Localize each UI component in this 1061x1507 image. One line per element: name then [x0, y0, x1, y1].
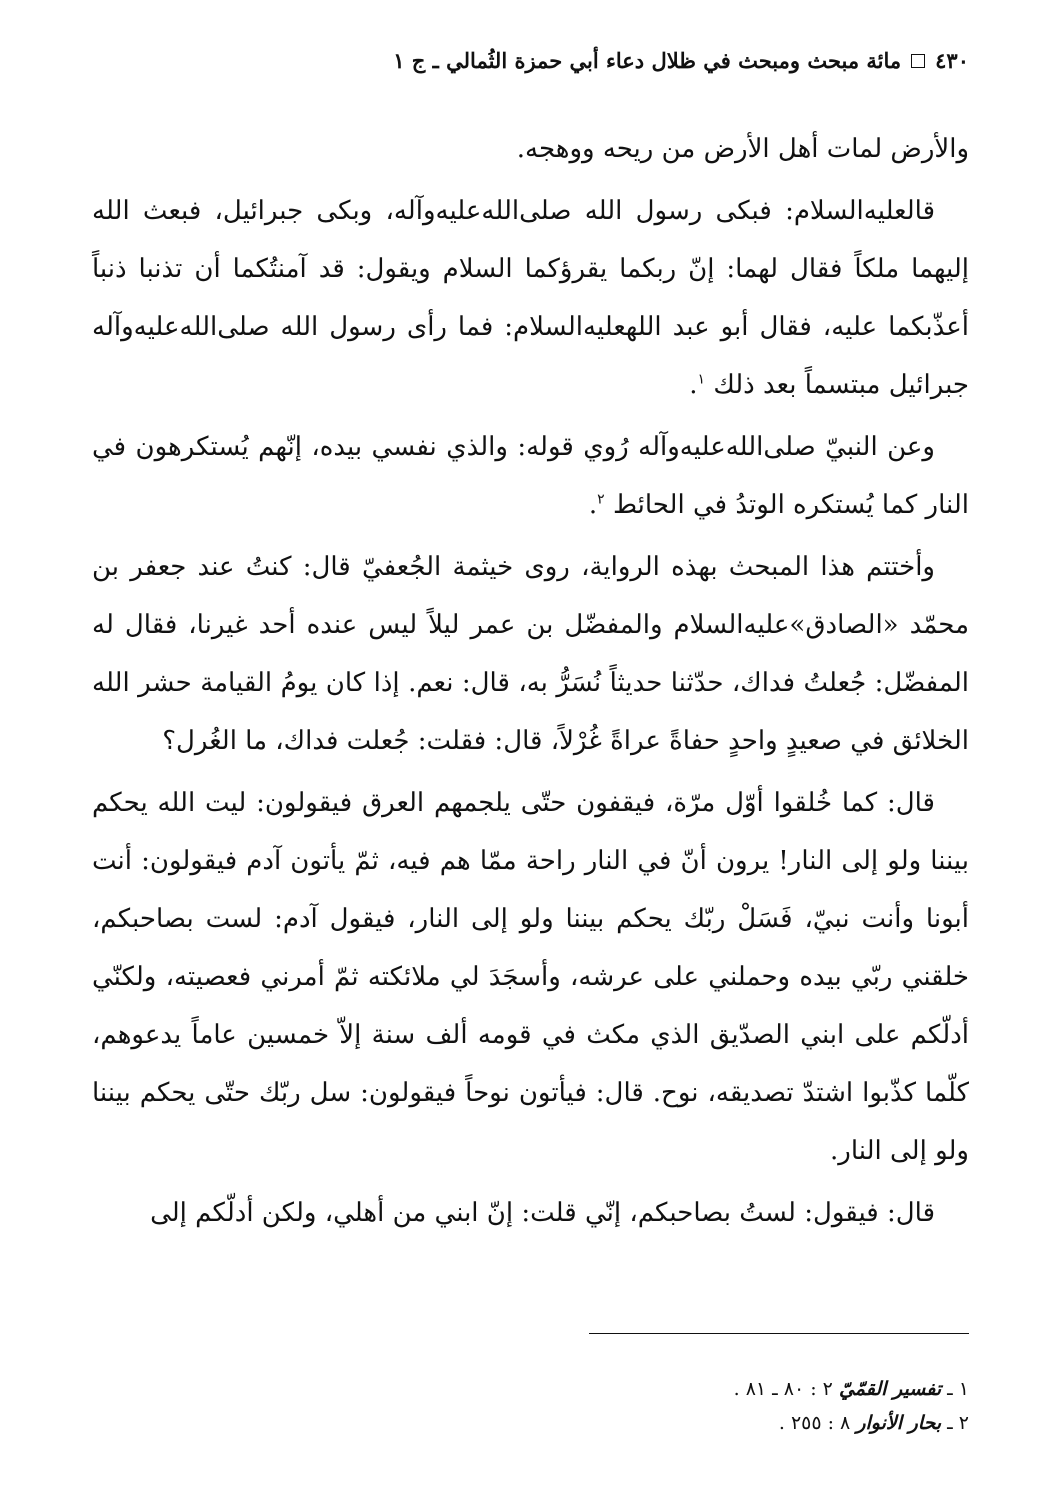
running-header [92, 48, 969, 73]
book-title: مائة مبحث ومبحث في ظلال دعاء أبي حمزة الثُمالي ـ ج ١ [393, 48, 902, 73]
paragraph-6: قال: فيقول: لستُ بصاحبكم، إنّي قلت: إنّ ابني من أهلي، ولكن أدلّكم إلى [150, 1198, 935, 1228]
footnote-2 [92, 1406, 969, 1440]
paragraph-3-text: وعن النبيّ صلى‌الله‌عليه‌وآله رُوي قوله: والذي نفسي بيده، إنّهم يُستكرهون في النار كما يُستكره الوتدُ في الحائط [92, 432, 969, 520]
footnote-2-number: ٢ ـ [947, 1412, 969, 1434]
paragraph-1: والأرض لمات أهل الأرض من ريحه ووهجه. [516, 134, 969, 164]
paragraph-2-text: قالعليه‌السلام: فبكى رسول الله صلى‌الله‌عليه‌وآله، وبكى جبرائيل، فبعث الله إليهما ملكاً فقال لهما: إنّ ربكما يقرؤكما السلام ويقول: قد آمنتُكما أن تذنبا ذنباً أعذّبكما عليه، فقال أبو عبد اللهعليه‌السلام: فما رأى رسول الله صلى‌الله‌عليه‌وآله جبرائيل مبتسماً بعد ذلك [92, 196, 969, 400]
square-bullet-icon [911, 54, 925, 68]
paragraph-3 [92, 418, 969, 534]
main-text [92, 120, 969, 1246]
paragraph-2-period: . [689, 370, 698, 400]
footnote-divider [589, 1333, 969, 1334]
footnotes [92, 1372, 969, 1440]
paragraph-5: قال: كما خُلقوا أوّل مرّة، فيقفون حتّى يلجمهم العرق فيقولون: ليت الله يحكم بيننا ولو إلى النار! يرون أنّ في النار راحة ممّا هم فيه، ثمّ يأتون آدم فيقولون: أنت أبونا وأنت نبيّ، فَسَلْ ربّك يحكم بيننا ولو إلى النار، فيقول آدم: لست بصاحبكم، خلقني ربّي بيده وحملني على عرشه، وأسجَدَ لي ملائكته ثمّ أمرني فعصيته، ولكنّي أدلّكم على ابني الصدّيق الذي مكث في قومه ألف سنة إلاّ خمسين عاماً يدعوهم، كلّما كذّبوا اشتدّ تصديقه، نوح. قال: فيأتون نوحاً فيقولون: سل ربّك حتّى يحكم بيننا ولو إلى النار. [92, 788, 969, 1166]
footnote-ref-1[interactable]: ١ [697, 371, 706, 388]
footnote-ref-2[interactable]: ٢ [597, 491, 605, 508]
footnote-1-source: تفسير القمّيّ [838, 1378, 942, 1400]
paragraph-3-period: . [588, 490, 598, 520]
footnote-2-detail: ٨ : ٢٥٥ . [778, 1412, 851, 1434]
footnote-1 [92, 1372, 969, 1406]
page-number: ٤٣٠ [935, 48, 969, 73]
paragraph-2 [92, 182, 969, 414]
paragraph-4: وأختتم هذا المبحث بهذه الرواية، روى خيثمة الجُعفيّ قال: كنتُ عند جعفر بن محمّد «الصادق»عليه‌السلام والمفضّل بن عمر ليلاً ليس عنده أحد غيرنا، فقال له المفضّل: جُعلتُ فداك، حدّثنا حديثاً نُسَرُّ به، قال: نعم. إذا كان يومُ القيامة حشر الله الخلائق في صعيدٍ واحدٍ حفاةً عراةً غُرْلاً، قال: فقلت: جُعلت فداك، ما الغُرل؟ [92, 552, 969, 756]
footnote-2-source: بحار الأنوار [856, 1412, 942, 1434]
footnote-1-detail: ٢ : ٨٠ ـ ٨١ . [733, 1378, 833, 1400]
footnote-1-number: ١ ـ [947, 1378, 969, 1400]
